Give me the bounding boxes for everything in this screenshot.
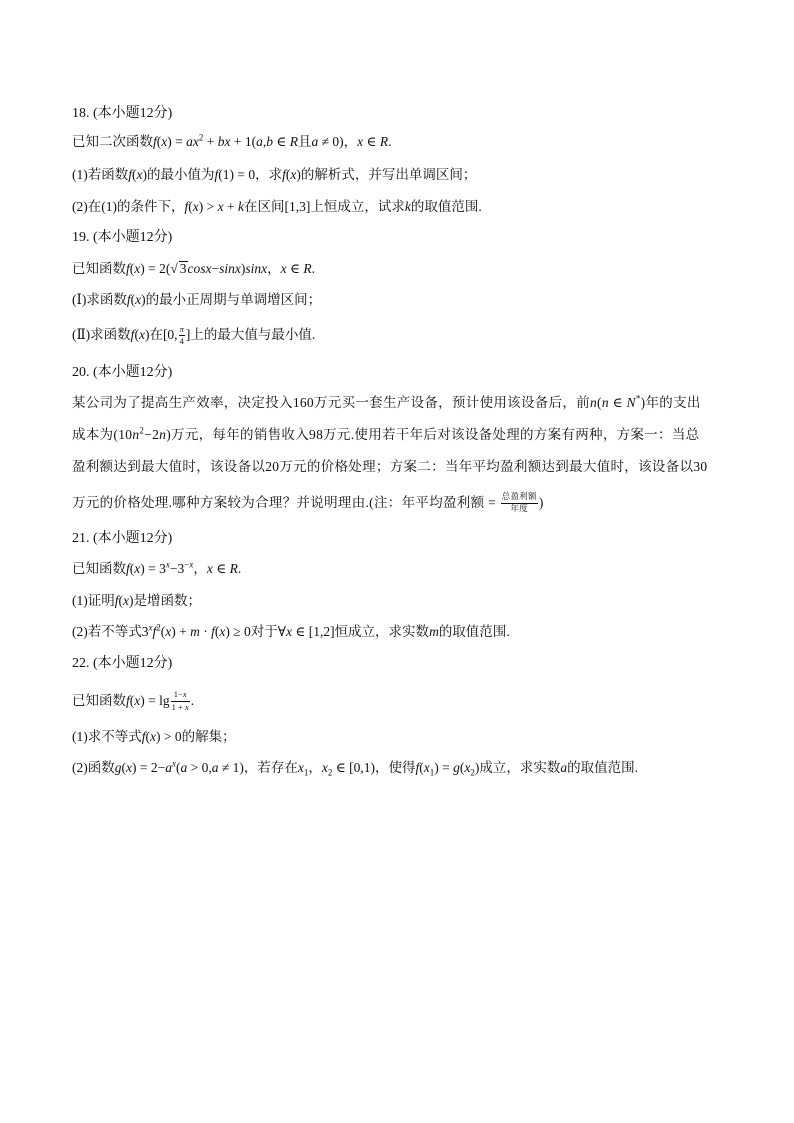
q18-part1: (1)若函数f(x)的最小值为f(1) = 0，求f(x)的解析式，并写出单调区间； bbox=[72, 167, 477, 183]
q20-line4: 万元的价格处理.哪种方案较为合理？并说明理由.(注：年平均盈利额 = $\frac{\text{总盈利额}}{\text{年度}}$ ) bbox=[72, 492, 544, 514]
q22-part2: (2)函数$g(x) = 2-a^x(a > 0,a \ne 1)$，若存在$x_1$，$x_2$ ∈ [0,1)，使得$f(x_1) = g(x_2)$成立，求实数a的取值范围. bbox=[72, 758, 638, 778]
q20-line2: 成本为$(10n^2-2n)$万元，每年的销售收入98万元.使用若干年后对该设备处理的方案有两种，方案一：当总 bbox=[72, 425, 700, 443]
q21-part2: (2)若不等式$3^xf^2(x) + m \cdot f(x) \ge 0$对于∀x ∈ [1,2]恒成立，求实数m的取值范围. bbox=[72, 622, 510, 640]
q19-header: 19. (本小题12分) bbox=[72, 230, 173, 245]
q21-part1: (1)证明f(x)是增函数； bbox=[72, 593, 202, 609]
q20-header: 20. (本小题12分) bbox=[72, 365, 173, 380]
q21-header: 21. (本小题12分) bbox=[72, 531, 173, 546]
q22-part1: (1)求不等式f(x) > 0的解集； bbox=[72, 729, 236, 745]
q18-stem: 已知二次函数$f(x) = ax^2$ + bx + 1(a,b ∈ R且a ≠ 0)，x ∈ R. bbox=[72, 132, 392, 150]
q19-stem: 已知函数f(x) = 2(√ 3cosx−sinx)sinx，x ∈ R. bbox=[72, 261, 316, 277]
q20-line1: 某公司为了提高生产效率，决定投入160万元买一套生产设备，预计使用该设备后，前n(n ∈ N*)年的支出 bbox=[72, 393, 701, 411]
q20-line3: 盈利额达到最大值时，该设备以20万元的价格处理；方案二：当年平均盈利额达到最大值时，该设备以30 bbox=[72, 459, 708, 475]
q18-part2: (2)在(1)的条件下，f(x) > x + k在区间[1,3]上恒成立，试求k的取值范围. bbox=[72, 199, 482, 215]
q22-stem: 已知函数f(x) = lg $\frac{1-x}{1 + x}$ . bbox=[72, 689, 195, 712]
q19-part2: (Ⅱ)求函数f(x)在[0, $\frac{\pi}{4}$ ]上的最大值与最小值. bbox=[72, 324, 316, 346]
q18-header: 18. (本小题12分) bbox=[72, 106, 173, 121]
q19-part1: (Ⅰ)求函数f(x)的最小正周期与单调增区间； bbox=[72, 292, 322, 308]
q21-stem: 已知函数$f(x) = 3^x-3^{-x}$，x ∈ R. bbox=[72, 559, 242, 577]
q22-header: 22. (本小题12分) bbox=[72, 656, 173, 671]
